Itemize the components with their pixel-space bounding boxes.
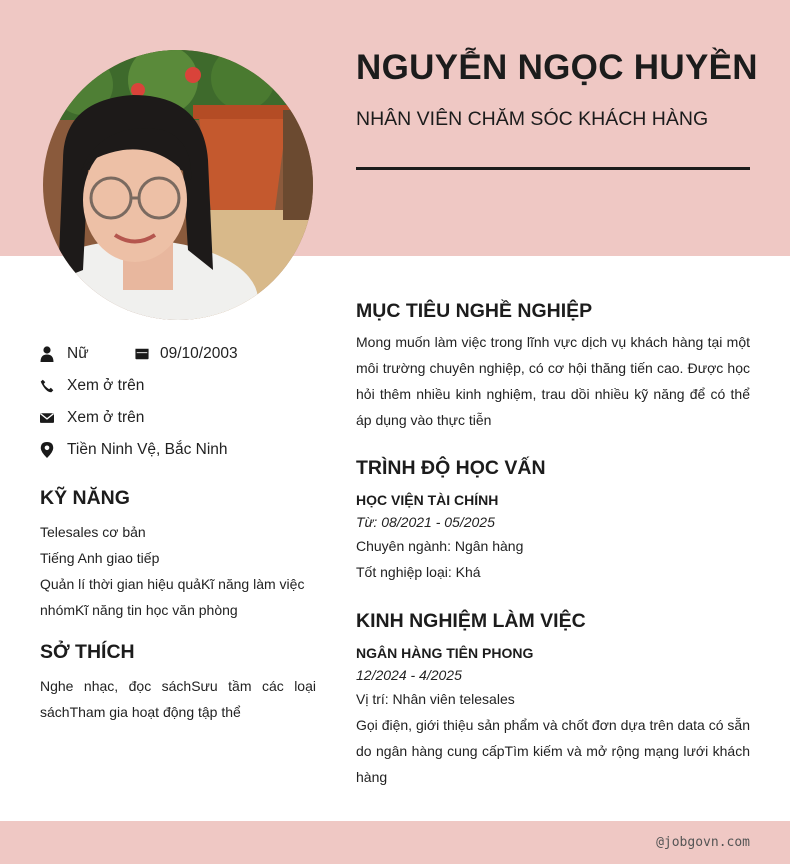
address-value: Tiền Ninh Vệ, Bắc Ninh xyxy=(67,441,228,458)
location-pin-icon xyxy=(40,441,54,459)
experience-position: Vị trí: Nhân viên telesales xyxy=(356,691,515,707)
education-major: Chuyên ngành: Ngân hàng xyxy=(356,538,524,554)
education-period: Từ: 08/2021 - 05/2025 xyxy=(356,514,495,530)
email-value: Xem ở trên xyxy=(67,409,145,426)
education-section xyxy=(356,457,750,585)
objective-text: Mong muốn làm việc trong lĩnh vực dịch vụ khách hàng tại một môi trường chuyên nghiệp, có cơ hội thăng tiến cao. Được học hỏi thêm nhiều kinh nghiệm, trau dồi nhiều kỹ năng để có thể áp dụng vào thực tiễn xyxy=(356,334,750,428)
address-row xyxy=(40,434,316,466)
experience-heading: KINH NGHIỆM LÀM VIỆC xyxy=(356,610,586,632)
calendar-icon xyxy=(135,345,149,363)
candidate-name: NGUYỄN NGỌC HUYỀN xyxy=(356,48,758,87)
mail-icon xyxy=(40,409,54,427)
skills-list xyxy=(40,519,320,623)
phone-row xyxy=(40,370,316,402)
hobbies-text: Nghe nhạc, đọc sáchSưu tầm các loại sáchTham gia hoạt động tập thể xyxy=(40,678,316,720)
hobbies-heading: SỞ THÍCH xyxy=(40,641,135,663)
skills-heading: KỸ NĂNG xyxy=(40,487,130,509)
job-title: NHÂN VIÊN CHĂM SÓC KHÁCH HÀNG xyxy=(356,108,709,130)
experience-description: Gọi điện, giới thiệu sản phẩm và chốt đơn dựa trên data có sẵn do ngân hàng cung cấpTìm kiếm và mở rộng mạng lưới khách hàng xyxy=(356,717,750,785)
gender-value: Nữ xyxy=(67,345,89,362)
company-name: NGÂN HÀNG TIÊN PHONG xyxy=(356,645,534,661)
experience-period: 12/2024 - 4/2025 xyxy=(356,667,462,683)
objective-heading: MỤC TIÊU NGHỀ NGHIỆP xyxy=(356,300,593,322)
footer-watermark: @jobgovn.com xyxy=(656,835,750,850)
title-divider xyxy=(356,167,750,170)
gender-dob-row xyxy=(40,338,316,370)
skill-item: Quản lí thời gian hiệu quảKĩ năng làm việc nhómKĩ năng tin học văn phòng xyxy=(40,576,305,618)
education-grade: Tốt nghiệp loại: Khá xyxy=(356,564,481,580)
experience-section xyxy=(356,610,750,790)
contact-info xyxy=(40,338,316,466)
profile-photo xyxy=(43,50,313,320)
objective-section xyxy=(356,300,750,433)
phone-icon xyxy=(40,377,54,395)
skill-item: Tiếng Anh giao tiếp xyxy=(40,550,160,566)
skill-item: Telesales cơ bản xyxy=(40,524,146,540)
person-icon xyxy=(40,345,54,363)
email-row xyxy=(40,402,316,434)
dob-value: 09/10/2003 xyxy=(160,345,238,362)
phone-value: Xem ở trên xyxy=(67,377,145,394)
education-heading: TRÌNH ĐỘ HỌC VẤN xyxy=(356,457,546,479)
school-name: HỌC VIỆN TÀI CHÍNH xyxy=(356,492,499,508)
